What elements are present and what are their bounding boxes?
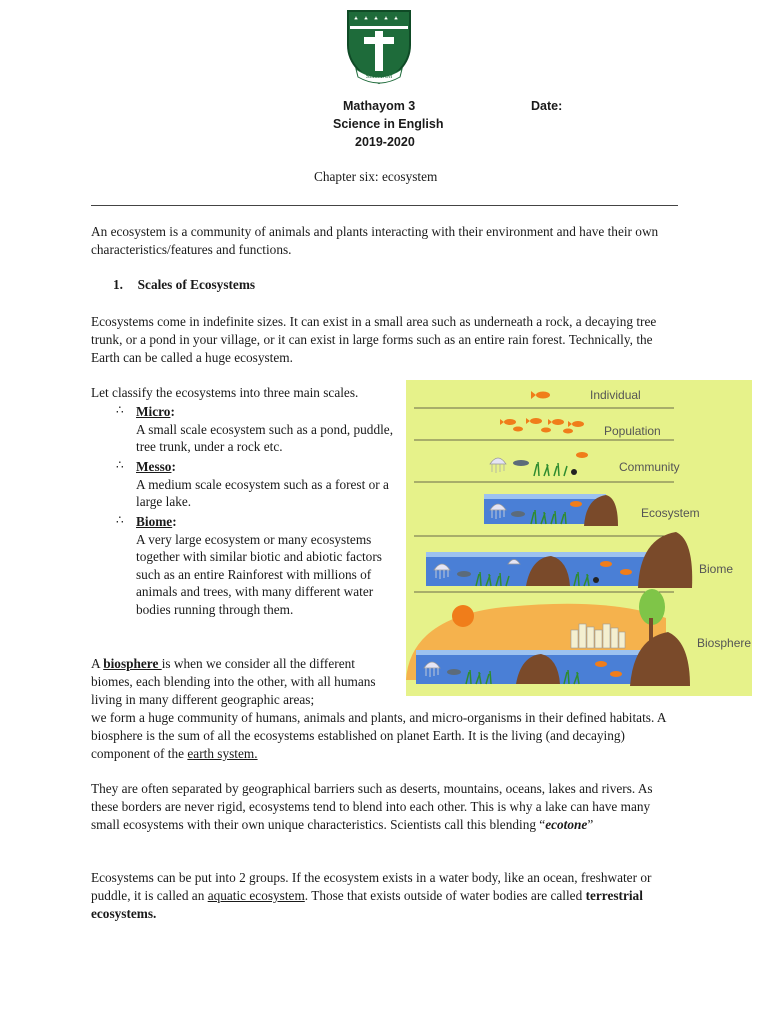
groups-paragraph: Ecosystems can be put into 2 groups. If the ecosystem exists in a water body, like an ocean, freshwater or puddle, it is called an aquatic ecosystem. Those that exists outside of water bodies are called terrestrial ecosystems.: [91, 870, 652, 921]
level-label-biome: Biome: [699, 562, 734, 576]
barriers-paragraph: They are often separated by geographical barriers such as deserts, mountains, oceans, lakes and rivers. As these borders are never rigid, ecosystems tend to blend into each other. This is why a lake can have many small ecosystems with their own unique characteristics. Scientists call this blending “ecotone”: [91, 781, 653, 832]
year-label: 2019-2020: [355, 135, 415, 149]
fish-icon: [531, 391, 550, 399]
biosphere-paragraph: A biosphere is when we consider all the different biomes, each blending into the other, with all humans living in many different geographic areas;: [91, 656, 376, 707]
jellyfish-icon: [490, 458, 506, 473]
scale-description: A very large ecosystem or many ecosystems together with similar biotic and abiotic factors such as an entire Rainforest with millions of animals and trees, with many different water bodies running through them.: [136, 531, 382, 617]
crab-icon: [571, 469, 577, 475]
earth-system-link: earth system.: [187, 746, 258, 761]
sun-icon: [452, 605, 474, 627]
scale-micro: ∴ Micro: A small scale ecosystem such as a pond, puddle, tree trunk, under a rock etc.: [116, 403, 406, 456]
level-label-biosphere: Biosphere: [697, 636, 752, 650]
fish-icon: [500, 418, 584, 434]
scale-biome: ∴ Biome: A very large ecosystem or many ecosystems together with similar biotic and abiotic factors such as an entire Rainforest with millions of animals and trees, with many different water bodies running through them.: [116, 513, 406, 618]
scale-name: Biome: [136, 514, 173, 529]
scale-description: A medium scale ecosystem such as a forest or a large lake.: [136, 476, 389, 509]
svg-text:SERVIAM: SERVIAM: [365, 74, 393, 80]
scales-paragraph: Ecosystems come in indefinite sizes. It can exist in a small area such as underneath a rock, a decaying tree trunk, or a pond in your village, or it can exist in large forms such as an entire rain forest. Technically, the Earth can be called a huge ecosystem.: [91, 314, 657, 365]
scale-name: Micro: [136, 404, 171, 419]
school-crest: [342, 7, 416, 87]
bullet-icon: ∴: [116, 403, 124, 417]
bullet-icon: ∴: [116, 513, 124, 527]
biosphere-paragraph-cont: we form a huge community of humans, animals and plants, and micro-organisms in their defined habitats. A biosphere is the sum of all the ecosystems established on planet Earth. It is the living (and decaying) component of the earth system.: [91, 710, 666, 761]
biosphere-term: biosphere: [103, 656, 162, 671]
scale-description: A small scale ecosystem such as a pond, puddle, tree trunk, under a rock etc.: [136, 421, 394, 454]
level-label-ecosystem: Ecosystem: [641, 506, 700, 520]
ecosystem-scale-diagram: [406, 380, 752, 696]
terrestrial-term: terrestrial ecosystems.: [91, 888, 643, 921]
classify-intro: Let classify the ecosystems into three main scales.: [91, 385, 359, 400]
school-crest-icon: [342, 7, 416, 87]
level-label-individual: Individual: [590, 388, 641, 402]
aquatic-term: aquatic ecosystem: [207, 888, 305, 903]
level-label-community: Community: [619, 460, 680, 474]
scale-messo: ∴ Messo: A medium scale ecosystem such as a forest or a large lake.: [116, 458, 406, 511]
date-label: Date:: [531, 99, 563, 113]
section-number: 1.: [113, 277, 123, 292]
grade-label: Mathayom 3: [343, 99, 416, 113]
bullet-icon: ∴: [116, 458, 124, 472]
grass-icon: [534, 462, 567, 476]
intro-paragraph: An ecosystem is a community of animals and plants interacting with their environment and have their own characteristics/features and functions.: [91, 224, 659, 257]
section-heading: [113, 277, 255, 293]
section-title: Scales of Ecosystems: [137, 277, 256, 292]
scale-name: Messo: [136, 459, 172, 474]
fish-icon: [513, 460, 529, 466]
chapter-title: Chapter six: ecosystem: [314, 169, 438, 184]
level-label-population: Population: [604, 424, 661, 438]
subject-label: Science in English: [333, 117, 444, 131]
ecotone-term: ecotone: [545, 817, 588, 832]
header-divider: [91, 205, 678, 206]
